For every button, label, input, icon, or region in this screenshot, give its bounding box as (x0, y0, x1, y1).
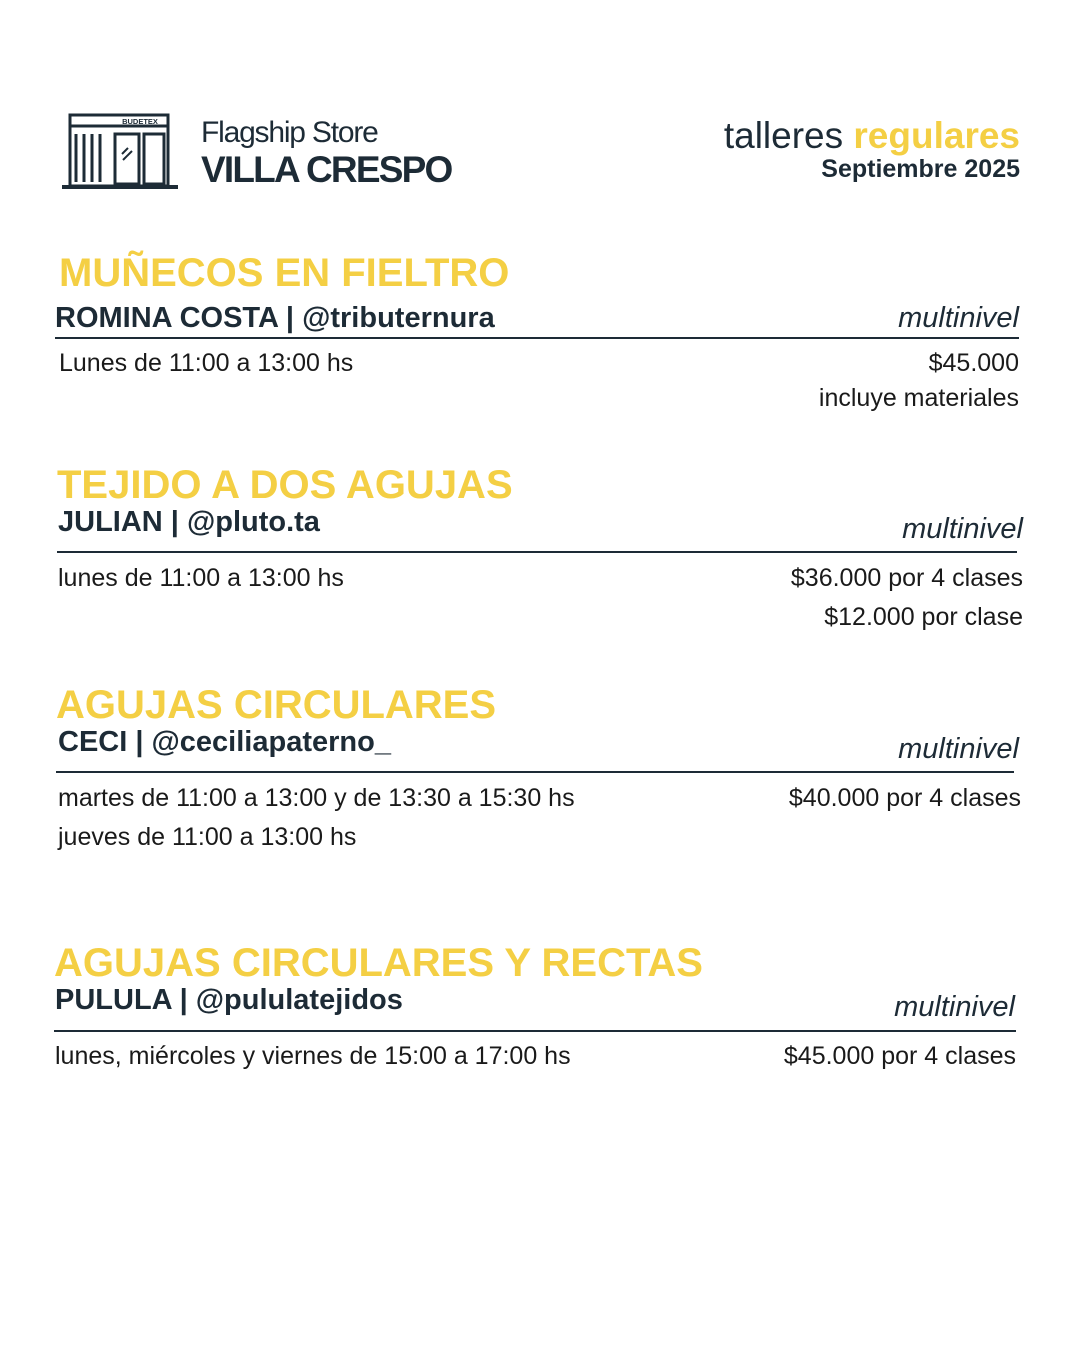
workshop-schedule: lunes, miércoles y viernes de 15:00 a 17:00 hs (55, 1042, 571, 1070)
workshop-price: $45.000 por 4 clases (783, 1042, 1016, 1070)
workshop-card (0, 463, 1080, 663)
title-prefix: talleres (723, 115, 844, 156)
workshop-price-note: $12.000 por clase (824, 603, 1023, 631)
workshop-card (0, 250, 1080, 450)
store-name: VILLA CRESPO (201, 149, 452, 190)
divider (54, 1030, 1016, 1032)
storefront-icon (60, 112, 180, 192)
title-accent: regulares (853, 115, 1020, 156)
workshop-level: multinivel (898, 733, 1019, 765)
workshop-schedule: Lunes de 11:00 a 13:00 hs (59, 349, 354, 377)
workshop-teacher: ROMINA COSTA | @tributernura (55, 302, 495, 334)
workshop-title: TEJIDO A DOS AGUJAS (57, 463, 513, 507)
workshop-title: AGUJAS CIRCULARES Y RECTAS (54, 941, 703, 985)
page-title-block (724, 117, 1020, 182)
workshop-schedule: lunes de 11:00 a 13:00 hs (58, 564, 344, 592)
workshop-teacher: JULIAN | @pluto.ta (58, 506, 320, 538)
store-branding (201, 118, 451, 188)
store-subtitle: Flagship Store (201, 116, 378, 149)
divider (57, 551, 1017, 553)
workshop-price: $40.000 por 4 clases (788, 784, 1021, 812)
workshop-level: multinivel (898, 302, 1019, 334)
workshop-title: AGUJAS CIRCULARES (56, 683, 497, 727)
workshop-card (0, 683, 1080, 883)
workshop-price: $45.000 (928, 349, 1019, 377)
workshop-level: multinivel (902, 513, 1023, 545)
page-date: Septiembre 2025 (821, 155, 1020, 183)
workshop-title: MUÑECOS EN FIELTRO (59, 251, 510, 295)
workshop-schedule: martes de 11:00 a 13:00 y de 13:30 a 15:30 hs (58, 784, 575, 812)
workshop-teacher: PULULA | @pululatejidos (55, 984, 403, 1016)
divider (56, 771, 1014, 773)
workshop-price: $36.000 por 4 clases (790, 564, 1023, 592)
page-title (724, 117, 1020, 154)
workshop-schedule-line: jueves de 11:00 a 13:00 hs (58, 823, 357, 851)
workshop-card (0, 941, 1080, 1141)
workshop-teacher: CECI | @ceciliapaterno_ (58, 726, 391, 758)
workshop-price-note: incluye materiales (818, 384, 1019, 412)
divider (55, 337, 1019, 339)
workshop-level: multinivel (894, 991, 1015, 1023)
store-sign: BUDETEX (122, 117, 158, 126)
